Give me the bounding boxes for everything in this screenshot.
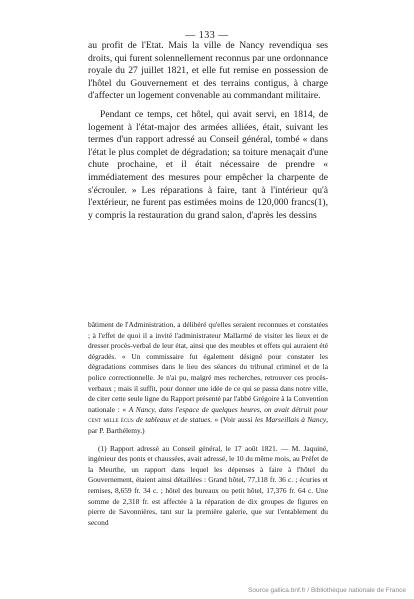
footnote-quote: A Nancy, dans l'espace de quelques heures, on avait détruit pour [128, 404, 328, 414]
footnote-reference-title: les Marseillais à Nancy [254, 415, 327, 425]
source-credit: Source gallica.bnf.fr / Bibliothèque nationale de France [248, 587, 406, 594]
footnote-continuation [88, 320, 328, 437]
main-text [88, 40, 328, 222]
footnote-small-caps: cent mille écus [88, 415, 134, 425]
footnote-text-after: » (Voir aussi [212, 415, 255, 425]
footnote-text-end: , par P. Barthélemy.) [88, 415, 328, 435]
footnote-text-before: bâtiment de l'Administration, a délibéré qu'elles seraient reconnues et constatées ; à l'effet de quoi il a invité l'administrateur Mallarmé de visiter les lieux et de dresser procès-verbal de leur état, ainsi que des meubles et effets qui auraient été dégradés. « Un commissaire fut également désigné pour constater les dégradations commises dans le lieu des séances du tribunal criminel et de la police correctionnelle. Je n'ai pu, malgré mes recherches, retrouver ces procès-verbaux ; mais il suffit, pour donner une idée de ce qui se passa dans notre ville, de citer cette seule ligne du Rapport présenté par l'abbé Grégoire à la Convention nationale : « [88, 320, 328, 414]
page-number: — 133 — [185, 30, 229, 41]
footnote-1: (1) Rapport adressé au Conseil général, le 17 août 1821. — M. Jaquiné, ingénieur des ponts et chaussées, avait adressé, le 10 du même mois, au Préfet de la Meurthe, un rapport dans lequel les dépenses à faire à l'hôtel du Gouvernement, étaient ainsi détaillées : Grand hôtel, 77,118 fr. 36 c. ; écuries et remises, 8,659 fr. 34 c. ; hôtel des bureaux ou petit hôtel, 17,376 fr. 64 c. Une somme de 2,318 fr. est affectée à la réparation de dix groupes de figures en pierre de Savonnières, tant sur la première galerie, que sur l'entablement du second [88, 443, 328, 527]
footnotes [88, 320, 328, 528]
paragraph-2: Pendant ce temps, cet hôtel, qui avait servi, en 1814, de logement à l'état-major des armées alliées, était, suivant les termes d'un rapport adressé au Conseil général, tombé « dans l'état le plus complet de dégradation; sa toiture menaçait d'une chute prochaine, et il était nécessaire de prendre « immédiatement des mesures pour empêcher la charpente de s'écrouler. » Les réparations à faire, tant à l'intérieur qu'à l'extérieur, ne furent pas estimées moins de 120,000 francs(1), y compris la restauration du grand salon, d'après les dessins [88, 108, 328, 221]
footnote-quote-end: de tableaux et de statues. [135, 415, 213, 425]
paragraph-1: au profit de l'Etat. Mais la ville de Nancy revendiqua ses droits, qui furent solennellement reconnus par une ordonnance royale du 27 juillet 1821, et elle fut remise en possession de l'hôtel du Gouvernement et des terrains contigus, à charge d'affecter un logement convenable au commandant militaire. [88, 40, 328, 102]
